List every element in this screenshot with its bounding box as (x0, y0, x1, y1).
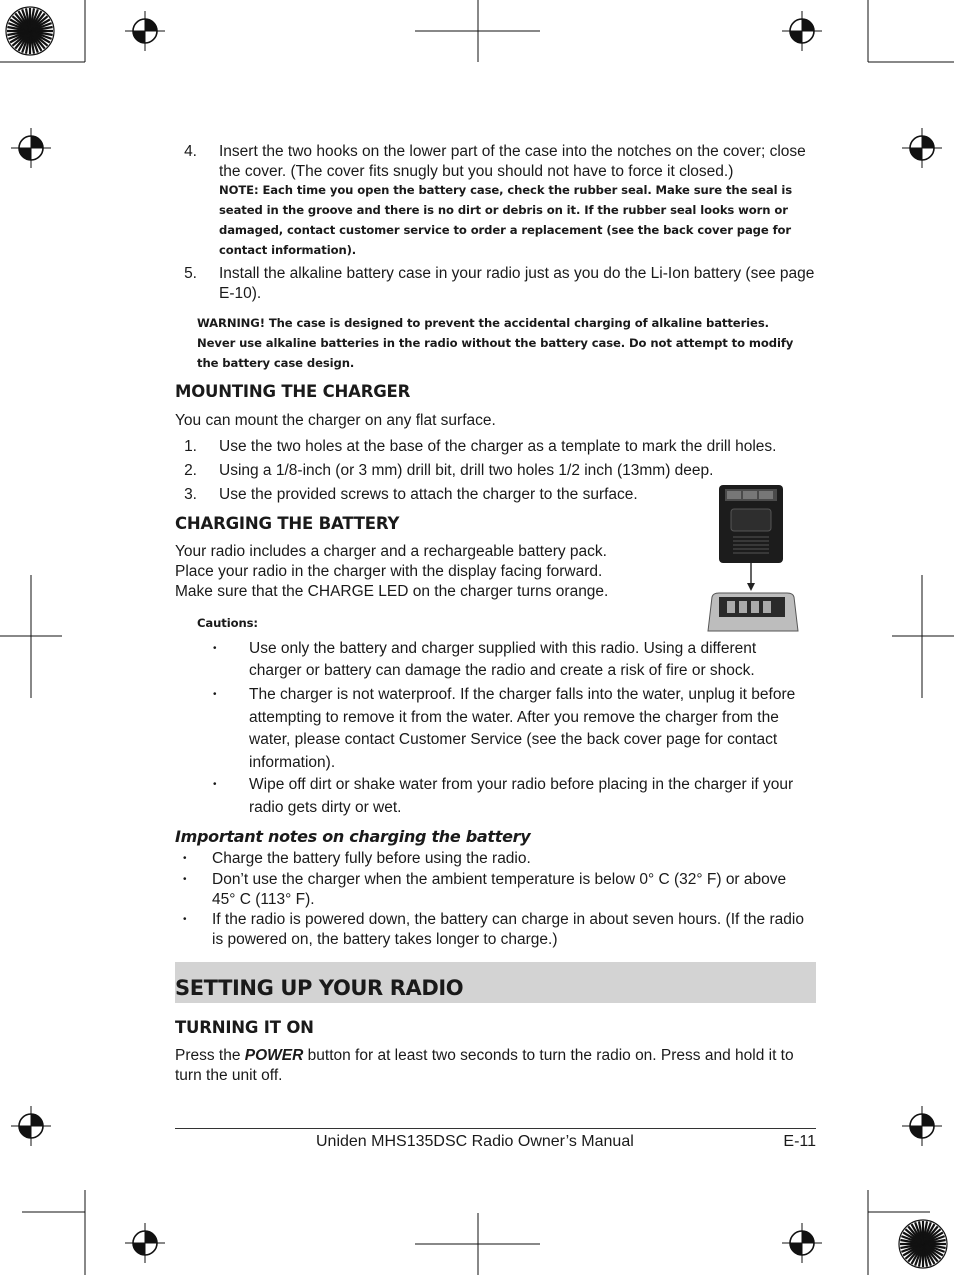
bullet: • (213, 689, 217, 700)
section-banner (175, 962, 816, 1003)
charging-heading: CHARGING THE BATTERY (175, 514, 400, 533)
caution-text: The charger is not waterproof. If the charger falls into the water, unplug it before attempting to remove it from the water. After you remove the charger from the water, please contact Customer Service (see the back cover page for contact information). (249, 686, 796, 771)
charging-intro-line: Place your radio in the charger with the display facing forward. (175, 563, 603, 580)
caution-item (175, 774, 816, 819)
power-keyword: POWER (244, 1047, 304, 1064)
section-banner-title: SETTING UP YOUR RADIO (175, 976, 464, 1000)
instructions-list-item (175, 142, 816, 182)
important-note-item (175, 870, 816, 910)
page-number: E-11 (783, 1133, 816, 1150)
mounting-step (175, 461, 816, 481)
bullet: • (183, 853, 187, 864)
radio-in-charger-illustration (705, 485, 801, 633)
important-note-item (175, 910, 816, 950)
caution-item (175, 684, 816, 774)
note-text: Charge the battery fully before using the radio. (212, 850, 531, 867)
bullet: • (183, 914, 187, 925)
list-number: 1. (184, 438, 197, 455)
mounting-step (175, 437, 816, 457)
cautions-label: Cautions: (197, 616, 258, 630)
list-number: 3. (184, 486, 197, 503)
text-segment: button for at least two seconds to turn the radio on. Press and hold it to turn the unit off. (175, 1047, 794, 1084)
instructions-list-item (175, 264, 816, 304)
list-item-text: Install the alkaline battery case in your radio just as you do the Li-Ion battery (see page E-10). (219, 265, 815, 302)
footer-divider (175, 1128, 816, 1129)
list-item-text: Insert the two hooks on the lower part of the case into the notches on the cover; close the cover. (The cover fits snugly but you should not have to force it closed.) (219, 143, 806, 180)
turning-on-text (175, 1046, 816, 1086)
step-text: Use the two holes at the base of the charger as a template to mark the drill holes. (219, 438, 777, 455)
bullet: • (213, 643, 217, 654)
step-text: Using a 1/8-inch (or 3 mm) drill bit, drill two holes 1/2 inch (13mm) deep. (219, 462, 714, 479)
step-text: Use the provided screws to attach the charger to the surface. (219, 486, 638, 503)
caution-text: Wipe off dirt or shake water from your radio before placing in the charger if your radio gets dirty or wet. (249, 776, 794, 816)
bullet: • (183, 874, 187, 885)
alkaline-warning: WARNING! The case is designed to prevent the accidental charging of alkaline batteries. Never use alkaline batteries in the radio without the battery case. Do not attempt to modify the battery case design. (197, 316, 794, 370)
list-number: 2. (184, 462, 197, 479)
important-notes-heading: Important notes on charging the battery (175, 827, 531, 846)
list-number: 4. (184, 143, 197, 160)
mounting-intro: You can mount the charger on any flat surface. (175, 412, 496, 429)
list-number: 5. (184, 265, 197, 282)
caution-text: Use only the battery and charger supplied with this radio. Using a different charger or battery can damage the radio and create a risk of fire or shock. (249, 640, 757, 679)
charging-intro-line: Make sure that the CHARGE LED on the charger turns orange. (175, 583, 609, 600)
note-text: Don’t use the charger when the ambient temperature is below 0° C (32° F) or above 45° C (113° F). (212, 871, 787, 908)
important-note-item (175, 849, 816, 869)
turning-on-heading: TURNING IT ON (175, 1018, 314, 1037)
text-segment: Press the (175, 1047, 245, 1064)
charging-intro-line: Your radio includes a charger and a rechargeable battery pack. (175, 543, 607, 560)
rubber-seal-note: NOTE: Each time you open the battery case, check the rubber seal. Make sure the seal is seated in the groove and there is no dirt or debris on it. If the rubber seal looks worn or damaged, contact customer service to order a replacement (see the back cover page for contact information). (219, 183, 793, 257)
footer-manual-title: Uniden MHS135DSC Radio Owner’s Manual (316, 1133, 634, 1150)
mounting-step (175, 485, 675, 505)
bullet: • (213, 779, 217, 790)
caution-item (175, 638, 816, 682)
mounting-heading: MOUNTING THE CHARGER (175, 382, 411, 401)
note-text: If the radio is powered down, the battery can charge in about seven hours. (If the radio is powered on, the battery takes longer to charge.) (212, 911, 804, 948)
